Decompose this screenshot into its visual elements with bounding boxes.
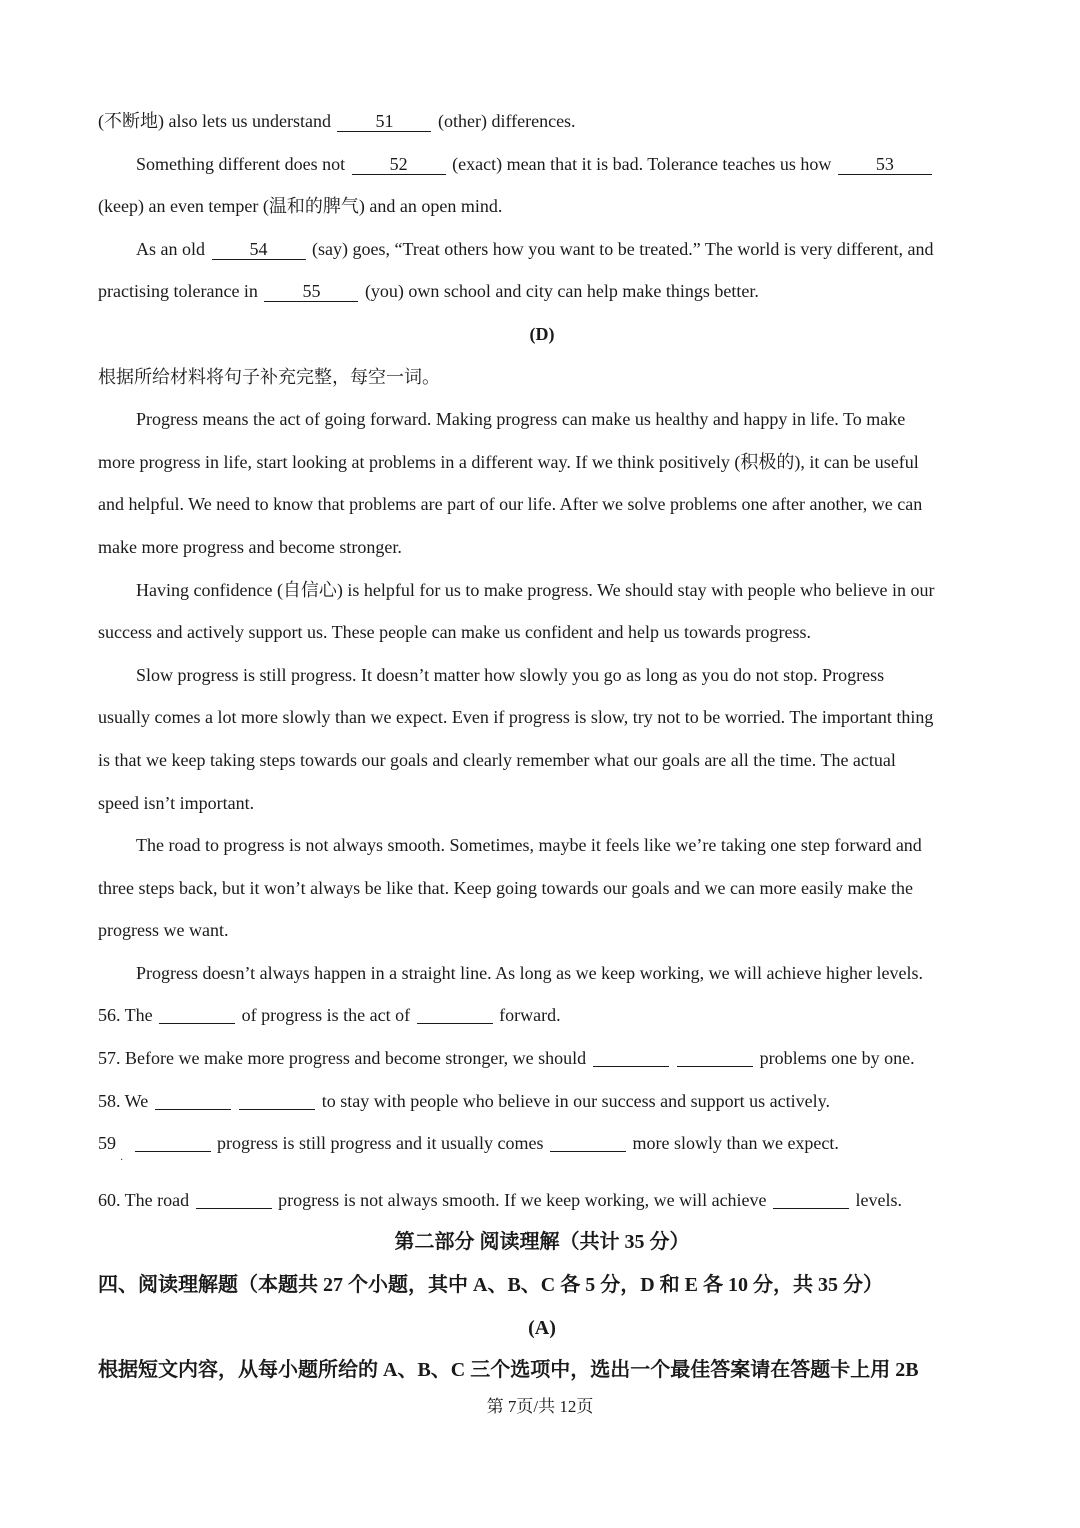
- paragraph-line: make more progress and become stronger.: [98, 536, 402, 557]
- section-d-instruction: 根据所给材料将句子补充完整，每空一词。: [98, 366, 440, 387]
- question-58: 58. We to stay with people who believe in our success and support us actively.: [98, 1090, 830, 1111]
- stray-dot: ·: [120, 1155, 124, 1166]
- paragraph-line: speed isn’t important.: [98, 792, 255, 813]
- section-four-title: 四、阅读理解题（本题共 27 个小题，其中 A、B、C 各 5 分，D 和 E 各 10 分，共 35 分）: [98, 1274, 884, 1297]
- paragraph-line: three steps back, but it won’t always be like that. Keep going towards our goals and we can more easily make the: [98, 877, 913, 898]
- paragraph-line: is that we keep taking steps towards our goals and clearly remember what our goals are all the time. The actual: [98, 749, 896, 770]
- answer-blank[interactable]: [135, 1133, 211, 1152]
- paragraph-line: Progress doesn’t always happen in a straight line. As long as we keep working, we will achieve higher levels.: [136, 962, 923, 983]
- answer-blank[interactable]: [550, 1133, 626, 1152]
- answer-blank[interactable]: [155, 1091, 231, 1110]
- blank-53: 53: [838, 154, 932, 175]
- blank-51: 51: [337, 111, 431, 132]
- passage-c-line-2: Something different does not 52 (exact) mean that it is bad. Tolerance teaches us how 53: [98, 143, 986, 186]
- paragraph-line: Progress means the act of going forward. Making progress can make us healthy and happy in life. To make: [136, 409, 906, 430]
- page-footer: 第 7页/共 12页: [486, 1397, 594, 1416]
- section-d-heading: (D): [529, 323, 555, 344]
- paragraph-line: The road to progress is not always smooth. Sometimes, maybe it feels like we’re taking one step forward and: [136, 835, 922, 856]
- passage-c-line-1: (不断地) also lets us understand 51 (other) differences.: [98, 111, 576, 131]
- answer-blank[interactable]: [417, 1005, 493, 1024]
- passage-c-line-3: (keep) an even temper (温和的脾气) and an open mind.: [98, 196, 503, 217]
- question-60: 60. The road progress is not always smooth. If we keep working, we will achieve levels.: [98, 1189, 903, 1210]
- answer-blank[interactable]: [196, 1190, 272, 1209]
- answer-blank[interactable]: [773, 1190, 849, 1209]
- exam-page: [98, 100, 986, 1392]
- paragraph-line: success and actively support us. These people can make us confident and help us towards progress.: [98, 622, 811, 643]
- blank-55: 55: [264, 281, 358, 302]
- answer-blank[interactable]: [159, 1005, 235, 1024]
- answer-blank[interactable]: [677, 1048, 753, 1067]
- blank-54: 54: [212, 239, 306, 260]
- answer-blank[interactable]: [239, 1091, 315, 1110]
- paragraph-line: more progress in life, start looking at problems in a different way. If we think positively (积极的), it can be useful: [98, 451, 919, 472]
- part2-instruction: 根据短文内容，从每小题所给的 A、B、C 三个选项中，选出一个最佳答案请在答题卡上用 2B: [98, 1359, 919, 1382]
- passage-c-line-4: As an old 54 (say) goes, “Treat others how you want to be treated.” The world is very different, and: [136, 238, 934, 259]
- answer-blank[interactable]: [593, 1048, 669, 1067]
- question-57: 57. Before we make more progress and become stronger, we should problems one by one.: [98, 1048, 915, 1069]
- passage-c-line-5: practising tolerance in 55 (you) own school and city can help make things better.: [98, 281, 759, 302]
- question-56: 56. The of progress is the act of forward.: [98, 1005, 561, 1026]
- paragraph-line: Having confidence (自信心) is helpful for us to make progress. We should stay with people who believe in our: [136, 579, 935, 600]
- paragraph-line: progress we want.: [98, 920, 229, 941]
- sub-heading-a: (A): [528, 1316, 556, 1339]
- paragraph-line: and helpful. We need to know that problems are part of our life. After we solve problems one after another, we can: [98, 494, 923, 515]
- part2-title: 第二部分 阅读理解（共计 35 分）: [394, 1231, 690, 1254]
- blank-52: 52: [352, 154, 446, 175]
- paragraph-line: Slow progress is still progress. It doesn’t matter how slowly you go as long as you do not stop. Progress: [136, 664, 885, 685]
- question-59: 59 progress is still progress and it usually comes more slowly than we expect.: [98, 1133, 839, 1154]
- paragraph-line: usually comes a lot more slowly than we expect. Even if progress is slow, try not to be worried. The important thing: [98, 707, 934, 728]
